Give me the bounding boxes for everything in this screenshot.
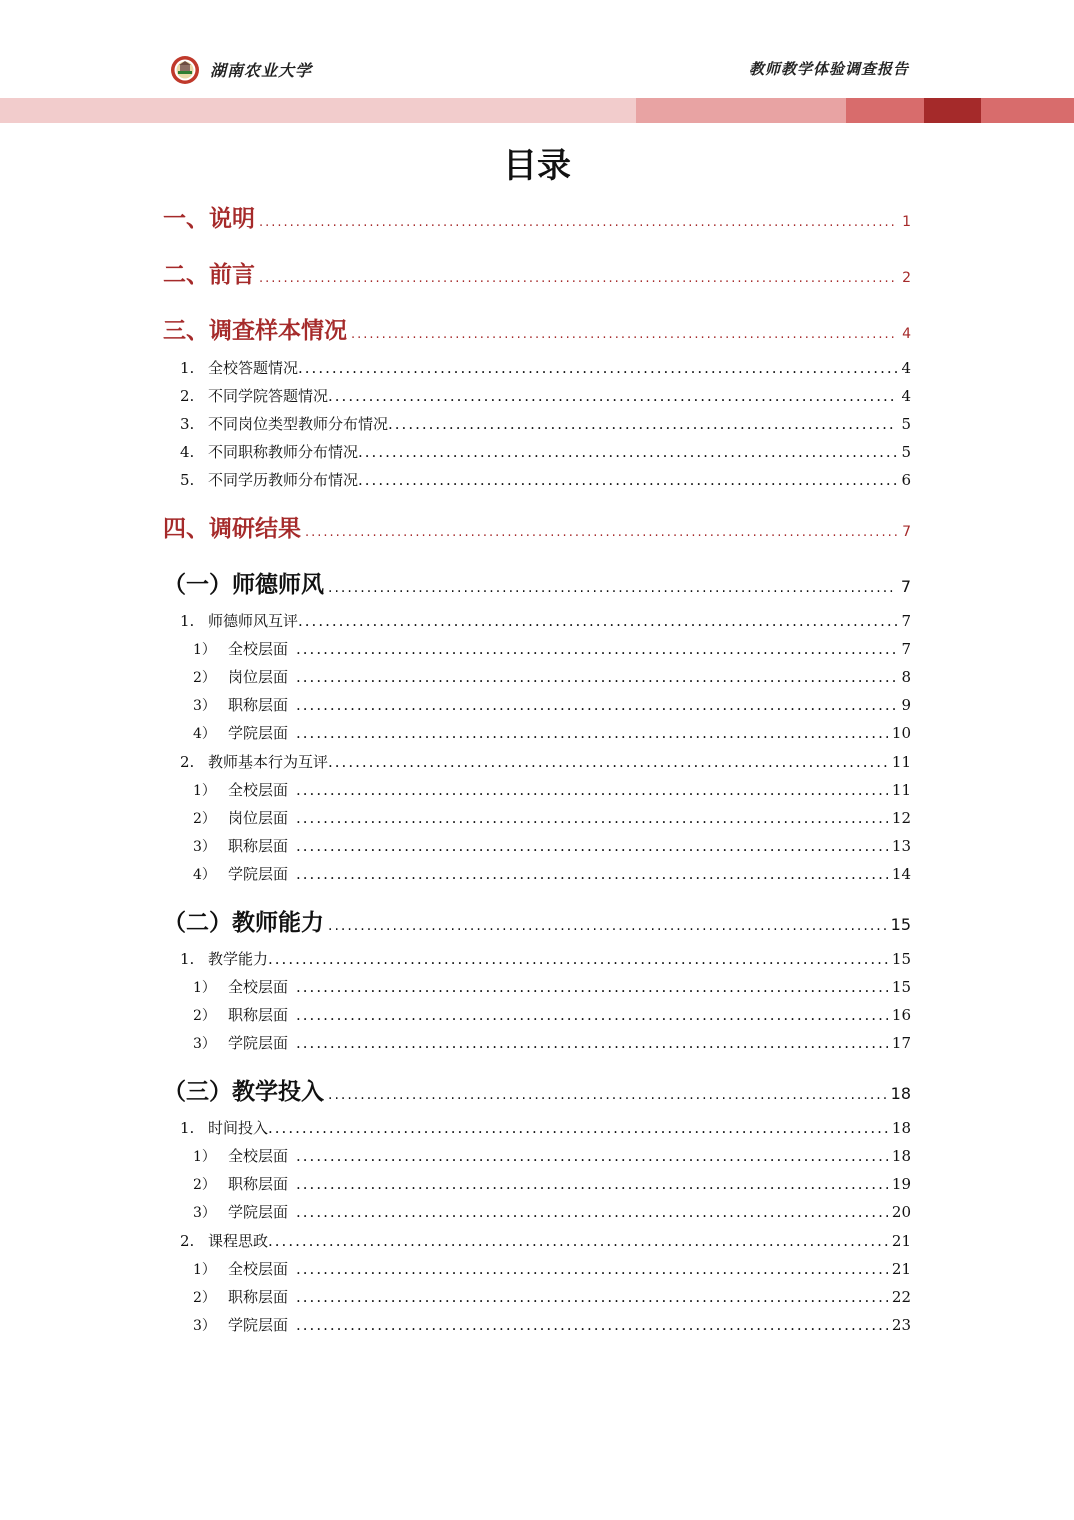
toc-page-number: 18 (891, 1147, 911, 1165)
toc-entry-number: 3） (193, 839, 216, 855)
toc-entry-number: 4） (193, 867, 216, 883)
toc-entry-level-3[interactable] (180, 751, 911, 775)
toc-entry-number: 1） (193, 980, 216, 996)
toc-entry-label: 四、调研结果 (163, 516, 301, 542)
toc-entry-level-4[interactable] (193, 1173, 911, 1197)
toc-entry-number: 1） (193, 783, 216, 799)
toc-page-number: 23 (891, 1316, 911, 1334)
toc-entry-label: 学院层面 (228, 724, 289, 742)
toc-page-number: 13 (891, 837, 911, 855)
toc-entry-level-4[interactable] (193, 976, 911, 1000)
toc-dot-leader (358, 443, 897, 458)
toc-page-number: 18 (891, 1119, 911, 1137)
toc-page-number: 11 (891, 753, 911, 771)
toc-entry-label: 岗位层面 (228, 668, 289, 686)
toc-dot-leader (328, 580, 897, 594)
toc-dot-leader (296, 668, 897, 683)
toc-page-number: 20 (891, 1203, 911, 1221)
toc-page-number: 7 (901, 640, 911, 658)
toc-entry-number: 2） (193, 1290, 216, 1306)
toc-entry-label: 职称层面 (228, 1006, 289, 1024)
toc-dot-leader (296, 724, 888, 739)
toc-entry-level-2[interactable] (163, 566, 911, 600)
toc-page-number: 1 (902, 214, 911, 230)
toc-entry-number: 5. (180, 471, 195, 489)
toc-entry-number: 2） (193, 1177, 216, 1193)
toc-entry-number: 1） (193, 642, 216, 658)
toc-entry-number: 3） (193, 698, 216, 714)
toc-entry-level-3[interactable] (180, 1117, 911, 1141)
toc-page-number: 5 (901, 415, 911, 433)
toc-dot-leader (268, 1232, 888, 1247)
toc-entry-label: 学院层面 (228, 1203, 289, 1221)
toc-entry-label: 全校层面 (228, 1260, 289, 1278)
toc-entry-level-4[interactable] (193, 1314, 911, 1338)
toc-entry-level-2[interactable] (163, 904, 911, 938)
toc-entry-number: 3. (180, 415, 195, 433)
toc-dot-leader (268, 950, 888, 965)
header-band-segment (924, 98, 981, 123)
toc-entry-number: 3） (193, 1318, 216, 1334)
toc-dot-leader (296, 781, 888, 796)
toc-dot-leader (328, 1087, 887, 1101)
toc-entry-label: 职称层面 (228, 837, 289, 855)
toc-page-number: 15 (890, 915, 911, 934)
toc-entry-label: （三）教学投入 (163, 1079, 324, 1105)
toc-entry-level-1[interactable] (163, 200, 911, 234)
toc-page-number: 6 (901, 471, 911, 489)
toc-entry-level-3[interactable] (180, 610, 911, 634)
toc-dot-leader (296, 1288, 888, 1303)
toc-entry-label: 全校答题情况 (208, 359, 299, 377)
toc-page-number: 17 (891, 1034, 911, 1052)
toc-entry-level-4[interactable] (193, 638, 911, 662)
toc-entry-level-3[interactable] (180, 413, 911, 437)
toc-dot-leader (296, 1260, 888, 1275)
toc-entry-number: 2. (180, 387, 195, 405)
toc-entry-level-3[interactable] (180, 1230, 911, 1254)
toc-entry-level-4[interactable] (193, 666, 911, 690)
toc-dot-leader (296, 809, 888, 824)
toc-entry-label: 不同岗位类型教师分布情况 (208, 415, 389, 433)
toc-entry-label: 全校层面 (228, 1147, 289, 1165)
toc-dot-leader (328, 753, 888, 768)
toc-dot-leader (296, 1175, 888, 1190)
toc-entry-label: 师德师风互评 (208, 612, 299, 630)
toc-entry-label: 全校层面 (228, 640, 289, 658)
toc-entry-number: 1） (193, 1149, 216, 1165)
toc-page-number: 2 (902, 270, 911, 286)
toc-entry-level-4[interactable] (193, 1286, 911, 1310)
toc-dot-leader (351, 327, 898, 340)
toc-dot-leader (305, 525, 898, 538)
toc-entry-label: 课程思政 (208, 1232, 269, 1250)
toc-entry-number: 3） (193, 1205, 216, 1221)
toc-entry-label: （一）师德师风 (163, 572, 324, 598)
toc-entry-level-1[interactable] (163, 256, 911, 290)
toc-page-number: 7 (901, 612, 911, 630)
toc-entry-label: 学院层面 (228, 1034, 289, 1052)
toc-dot-leader (268, 1119, 888, 1134)
toc-dot-leader (296, 978, 888, 993)
toc-page-number: 4 (901, 387, 911, 405)
toc-dot-leader (328, 387, 897, 402)
toc-title: 目录 (503, 146, 571, 186)
toc-entry-label: 岗位层面 (228, 809, 289, 827)
toc-entry-level-3[interactable] (180, 469, 911, 493)
toc-dot-leader (296, 640, 897, 655)
header-band-segment (981, 98, 1074, 123)
toc-entry-label: 二、前言 (163, 262, 255, 288)
toc-dot-leader (296, 696, 897, 711)
toc-page-number: 21 (891, 1260, 911, 1278)
header-band-segment (0, 98, 636, 123)
toc-dot-leader (358, 471, 897, 486)
toc-page-number: 15 (891, 950, 911, 968)
toc-page-number: 9 (901, 696, 911, 714)
toc-entry-number: 2） (193, 811, 216, 827)
toc-entry-number: 2） (193, 670, 216, 686)
toc-entry-number: 4. (180, 443, 195, 461)
report-title: 教师教学体验调查报告 (748, 60, 909, 78)
toc-entry-label: 职称层面 (228, 1175, 289, 1193)
toc-page-number: 14 (891, 865, 911, 883)
toc-entry-level-4[interactable] (193, 779, 911, 803)
header-band-segment (636, 98, 846, 123)
toc-entry-number: 2. (180, 1232, 195, 1250)
toc-entry-label: 教学能力 (208, 950, 269, 968)
toc-entry-level-4[interactable] (193, 1201, 911, 1225)
toc-entry-label: 三、调查样本情况 (163, 318, 347, 344)
toc-entry-level-4[interactable] (193, 863, 911, 887)
toc-entry-level-3[interactable] (180, 357, 911, 381)
toc-entry-level-4[interactable] (193, 1145, 911, 1169)
toc-entry-label: （二）教师能力 (163, 910, 324, 936)
toc-dot-leader (296, 865, 888, 880)
page-header (0, 0, 1074, 124)
toc-page-number: 10 (891, 724, 911, 742)
toc-entry-label: 不同职称教师分布情况 (208, 443, 359, 461)
university-seal-icon (170, 55, 200, 85)
toc-entry-number: 1. (180, 359, 195, 377)
toc-page-number: 15 (891, 978, 911, 996)
toc-entry-number: 1. (180, 950, 195, 968)
toc-entry-level-1[interactable] (163, 510, 911, 544)
toc-page-number: 12 (891, 809, 911, 827)
toc-entry-level-4[interactable] (193, 722, 911, 746)
toc-entry-level-4[interactable] (193, 1032, 911, 1056)
toc-page-number: 18 (890, 1084, 911, 1103)
toc-entry-number: 2. (180, 753, 195, 771)
toc-page-number: 7 (900, 577, 911, 596)
toc-entry-label: 一、说明 (163, 206, 255, 232)
toc-entry-number: 4） (193, 726, 216, 742)
toc-page-number: 5 (901, 443, 911, 461)
toc-page-number: 19 (891, 1175, 911, 1193)
toc-entry-number: 3） (193, 1036, 216, 1052)
toc-dot-leader (298, 612, 897, 627)
toc-page-number: 8 (901, 668, 911, 686)
toc-entry-number: 1. (180, 612, 195, 630)
toc-entry-level-3[interactable] (180, 948, 911, 972)
toc-entry-level-4[interactable] (193, 807, 911, 831)
toc-entry-number: 1） (193, 1262, 216, 1278)
toc-dot-leader (296, 837, 888, 852)
toc-entry-level-4[interactable] (193, 694, 911, 718)
toc-dot-leader (296, 1034, 888, 1049)
toc-page-number: 21 (891, 1232, 911, 1250)
toc-entry-label: 全校层面 (228, 978, 289, 996)
toc-entry-label: 全校层面 (228, 781, 289, 799)
toc-entry-label: 学院层面 (228, 1316, 289, 1334)
toc-page-number: 11 (891, 781, 911, 799)
toc-entry-label: 不同学院答题情况 (208, 387, 329, 405)
toc-entry-level-1[interactable] (163, 312, 911, 346)
toc-dot-leader (328, 918, 887, 932)
toc-dot-leader (259, 215, 898, 228)
toc-dot-leader (296, 1147, 888, 1162)
toc-entry-level-3[interactable] (180, 441, 911, 465)
toc-entry-level-2[interactable] (163, 1073, 911, 1107)
toc-page-number: 4 (901, 359, 911, 377)
toc-dot-leader (296, 1316, 888, 1331)
toc-page-number: 22 (891, 1288, 911, 1306)
toc-page-number: 16 (891, 1006, 911, 1024)
toc-dot-leader (298, 359, 897, 374)
toc-entry-label: 职称层面 (228, 1288, 289, 1306)
toc-entry-label: 学院层面 (228, 865, 289, 883)
toc-entry-label: 时间投入 (208, 1119, 269, 1137)
toc-entry-level-4[interactable] (193, 1004, 911, 1028)
toc-dot-leader (296, 1203, 888, 1218)
header-band-segment (846, 98, 924, 123)
toc-entry-label: 不同学历教师分布情况 (208, 471, 359, 489)
toc-entry-level-3[interactable] (180, 385, 911, 409)
toc-dot-leader (259, 271, 898, 284)
toc-page-number: 4 (902, 326, 911, 342)
toc-entry-label: 教师基本行为互评 (208, 753, 329, 771)
toc-dot-leader (388, 415, 897, 430)
toc-page-number: 7 (902, 524, 911, 540)
university-name: 湖南农业大学 (210, 61, 313, 80)
toc-entry-level-4[interactable] (193, 1258, 911, 1282)
toc-entry-number: 1. (180, 1119, 195, 1137)
toc-entry-level-4[interactable] (193, 835, 911, 859)
toc-entry-label: 职称层面 (228, 696, 289, 714)
toc-entry-number: 2） (193, 1008, 216, 1024)
toc-dot-leader (296, 1006, 888, 1021)
